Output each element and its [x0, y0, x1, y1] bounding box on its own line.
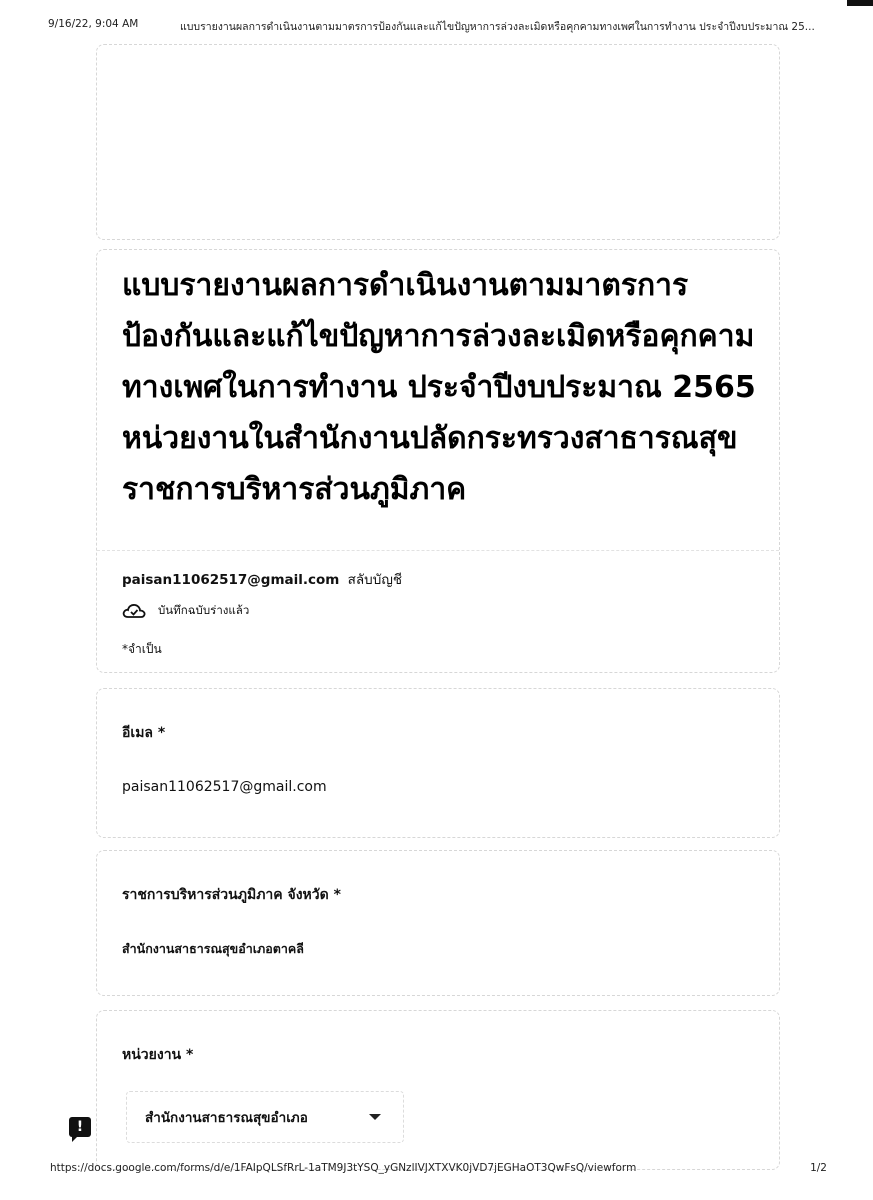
title-divider: [97, 550, 779, 551]
email-answer[interactable]: paisan11062517@gmail.com: [122, 779, 327, 795]
report-issue-icon[interactable]: !: [69, 1117, 91, 1137]
question-unit: [96, 1010, 780, 1170]
question-label: อีเมล *: [122, 725, 166, 741]
question-email: [96, 688, 780, 838]
cloud-check-icon: [122, 602, 146, 620]
form-title-card: [96, 249, 780, 673]
draft-status: [122, 602, 249, 620]
question-label: ราชการบริหารส่วนภูมิภาค จังหวัด *: [122, 887, 341, 903]
switch-account-link[interactable]: สลับบัญชี: [347, 572, 402, 588]
form-title: แบบรายงานผลการดำเนินงานตามมาตรการป้องกันและแก้ไขปัญหาการล่วงละเมิดหรือคุกคามทางเพศในการทำงาน ประจำปีงบประมาณ 2565 หน่วยงานในสำนักงานปลัดกระทรวงสาธารณสุข ราชการบริหารส่วนภูมิภาค: [122, 268, 756, 507]
account-email: paisan11062517@gmail.com: [122, 572, 340, 588]
form-header-banner: [96, 44, 780, 240]
dropdown-selected-value: สำนักงานสาธารณสุขอำเภอ: [145, 1110, 308, 1126]
required-note: *จำเป็น: [122, 642, 162, 656]
draft-saved-text: บันทึกฉบับร่างแล้ว: [158, 603, 250, 617]
scan-edge-mark: [847, 0, 873, 6]
question-province: [96, 850, 780, 996]
print-datetime: 9/16/22, 9:04 AM: [48, 18, 139, 30]
chevron-down-icon: [369, 1114, 381, 1120]
unit-dropdown[interactable]: [126, 1091, 404, 1143]
province-answer[interactable]: สำนักงานสาธารณสุขอำเภอตาคลี: [122, 941, 304, 956]
account-line: [122, 568, 402, 590]
print-doc-title: แบบรายงานผลการดำเนินงานตามมาตรการป้องกันและแก้ไขปัญหาการล่วงละเมิดหรือคุกคามทางเพศในการทำงาน ประจำปีงบประมาณ 25...: [180, 21, 815, 33]
print-url: https://docs.google.com/forms/d/e/1FAIpQLSfRrL-1aTM9J3tYSQ_yGNzlIVJXTXVK0jVD7jEGHaOT3QwFsQ/viewform: [50, 1162, 637, 1174]
page-number: 1/2: [810, 1162, 827, 1174]
question-label: หน่วยงาน *: [122, 1047, 194, 1063]
